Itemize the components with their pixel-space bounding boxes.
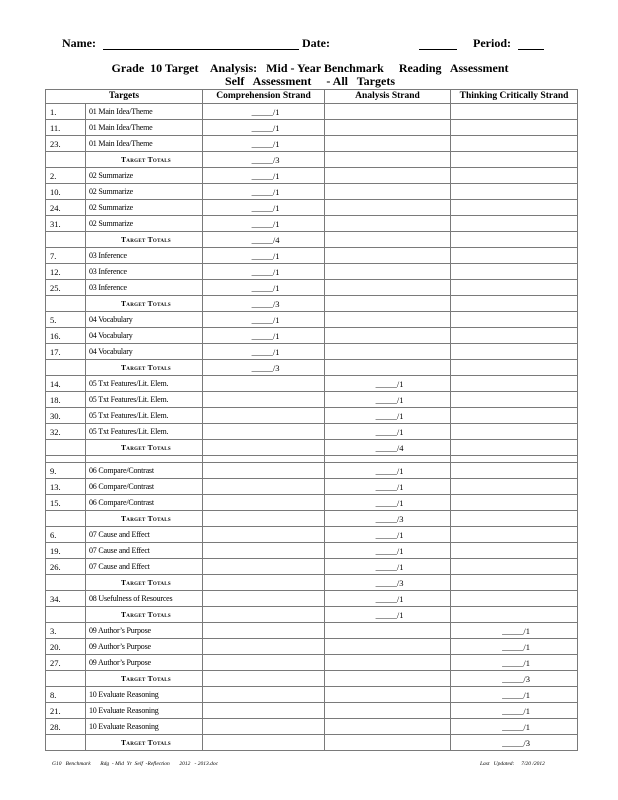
comprehension-score-blank[interactable]: _____/1: [203, 264, 325, 280]
analysis-score-blank[interactable]: _____/1: [325, 463, 451, 479]
target-name: 01 Main Idea/Theme: [86, 104, 203, 120]
question-number: [46, 296, 86, 312]
target-totals-label: Target Totals: [86, 152, 203, 168]
page-title: Grade 10 Target Analysis: Mid - Year Benchmark Reading Assessment: [111, 61, 509, 75]
analysis-score-blank[interactable]: _____/1: [325, 495, 451, 511]
table-row: [46, 655, 578, 671]
table-row: [46, 216, 578, 232]
thinking-empty-cell: [451, 408, 578, 424]
question-number: [46, 232, 86, 248]
name-label: Name:: [62, 36, 96, 50]
target-totals-label: Target Totals: [86, 607, 203, 623]
thinking-empty-cell: [451, 511, 578, 527]
table-row: [46, 264, 578, 280]
period-field[interactable]: [518, 49, 544, 50]
target-name: 09 Author’s Purpose: [86, 655, 203, 671]
thinking-empty-cell: [451, 184, 578, 200]
analysis-empty-cell: [325, 264, 451, 280]
comprehension-score-blank[interactable]: _____/1: [203, 280, 325, 296]
question-number: 11.: [46, 120, 86, 136]
comprehension-empty-cell: [203, 479, 325, 495]
spacer-cell: [46, 456, 86, 463]
table-row: [46, 463, 578, 479]
question-number: [46, 671, 86, 687]
thinking-empty-cell: [451, 104, 578, 120]
target-name: 03 Inference: [86, 264, 203, 280]
table-row: [46, 392, 578, 408]
comprehension-empty-cell: [203, 543, 325, 559]
thinking-empty-cell: [451, 120, 578, 136]
date-label: Date:: [302, 36, 330, 50]
target-name: 05 Txt Features/Lit. Elem.: [86, 424, 203, 440]
table-header-row: [46, 90, 578, 104]
thinking-empty-cell: [451, 360, 578, 376]
analysis-score-blank[interactable]: _____/1: [325, 392, 451, 408]
target-name: 04 Vocabulary: [86, 344, 203, 360]
analysis-empty-cell: [325, 360, 451, 376]
comprehension-score-blank[interactable]: _____/1: [203, 184, 325, 200]
question-number: 15.: [46, 495, 86, 511]
target-name: 06 Compare/Contrast: [86, 479, 203, 495]
table-row: [46, 687, 578, 703]
target-totals-row: [46, 360, 578, 376]
analysis-empty-cell: [325, 655, 451, 671]
thinking-empty-cell: [451, 232, 578, 248]
comprehension-score-blank[interactable]: _____/1: [203, 200, 325, 216]
question-number: [46, 511, 86, 527]
comprehension-score-blank[interactable]: _____/1: [203, 216, 325, 232]
thinking-empty-cell: [451, 152, 578, 168]
table-row: [46, 527, 578, 543]
thinking-empty-cell: [451, 591, 578, 607]
question-number: 12.: [46, 264, 86, 280]
thinking-empty-cell: [451, 200, 578, 216]
target-name: 06 Compare/Contrast: [86, 495, 203, 511]
target-totals-row: [46, 440, 578, 456]
thinking-score-blank[interactable]: _____/3: [451, 671, 578, 687]
table-row: [46, 344, 578, 360]
analysis-score-blank[interactable]: _____/1: [325, 559, 451, 575]
comprehension-score-blank[interactable]: _____/3: [203, 360, 325, 376]
analysis-empty-cell: [325, 735, 451, 751]
target-totals-row: [46, 575, 578, 591]
analysis-score-blank[interactable]: _____/1: [325, 479, 451, 495]
question-number: 2.: [46, 168, 86, 184]
comprehension-empty-cell: [203, 703, 325, 719]
table-row: [46, 479, 578, 495]
target-name: 02 Summarize: [86, 200, 203, 216]
analysis-empty-cell: [325, 232, 451, 248]
table-row: [46, 639, 578, 655]
target-name: 07 Cause and Effect: [86, 527, 203, 543]
comprehension-empty-cell: [203, 591, 325, 607]
comprehension-score-blank[interactable]: _____/1: [203, 120, 325, 136]
target-analysis-table: [45, 89, 578, 751]
target-totals-row: [46, 232, 578, 248]
target-name: 03 Inference: [86, 280, 203, 296]
analysis-empty-cell: [325, 639, 451, 655]
table-row: [46, 328, 578, 344]
comprehension-empty-cell: [203, 495, 325, 511]
comprehension-empty-cell: [203, 687, 325, 703]
question-number: 27.: [46, 655, 86, 671]
target-totals-row: [46, 296, 578, 312]
thinking-empty-cell: [451, 376, 578, 392]
analysis-empty-cell: [325, 120, 451, 136]
analysis-empty-cell: [325, 216, 451, 232]
target-name: 02 Summarize: [86, 168, 203, 184]
comprehension-score-blank[interactable]: _____/1: [203, 328, 325, 344]
targets-column-header: Targets: [46, 90, 203, 104]
question-number: 18.: [46, 392, 86, 408]
table-row: [46, 408, 578, 424]
target-name: 01 Main Idea/Theme: [86, 120, 203, 136]
spacer-cell: [451, 456, 578, 463]
thinking-empty-cell: [451, 424, 578, 440]
analysis-score-blank[interactable]: _____/1: [325, 408, 451, 424]
comprehension-empty-cell: [203, 463, 325, 479]
thinking-score-blank[interactable]: _____/1: [451, 719, 578, 735]
question-number: 23.: [46, 136, 86, 152]
question-number: 5.: [46, 312, 86, 328]
question-number: 24.: [46, 200, 86, 216]
comprehension-empty-cell: [203, 392, 325, 408]
table-row: [46, 168, 578, 184]
analysis-score-blank[interactable]: _____/4: [325, 440, 451, 456]
target-totals-row: [46, 735, 578, 751]
analysis-empty-cell: [325, 687, 451, 703]
question-number: 8.: [46, 687, 86, 703]
table-row: [46, 424, 578, 440]
target-name: 02 Summarize: [86, 184, 203, 200]
thinking-empty-cell: [451, 136, 578, 152]
analysis-empty-cell: [325, 296, 451, 312]
comprehension-empty-cell: [203, 623, 325, 639]
comprehension-empty-cell: [203, 440, 325, 456]
target-name: 07 Cause and Effect: [86, 543, 203, 559]
footer-left: G10 Benchmark Rdg - Mid Yr Self -Reflection 2012 - 2013.doc: [52, 761, 219, 767]
thinking-empty-cell: [451, 559, 578, 575]
table-row: [46, 104, 578, 120]
comprehension-empty-cell: [203, 735, 325, 751]
question-number: 32.: [46, 424, 86, 440]
analysis-score-blank[interactable]: _____/1: [325, 543, 451, 559]
thinking-empty-cell: [451, 216, 578, 232]
period-label: Period:: [473, 36, 511, 50]
table-row: [46, 184, 578, 200]
comprehension-empty-cell: [203, 408, 325, 424]
thinking-score-blank[interactable]: _____/1: [451, 639, 578, 655]
table-row: [46, 559, 578, 575]
analysis-empty-cell: [325, 152, 451, 168]
footer-right: Last Updated: 7/20 /2012: [480, 761, 545, 767]
thinking-empty-cell: [451, 495, 578, 511]
table-row: [46, 280, 578, 296]
target-name: 05 Txt Features/Lit. Elem.: [86, 376, 203, 392]
question-number: 10.: [46, 184, 86, 200]
analysis-empty-cell: [325, 344, 451, 360]
thinking-score-blank[interactable]: _____/3: [451, 735, 578, 751]
spacer-row: [46, 456, 578, 463]
comprehension-empty-cell: [203, 671, 325, 687]
analysis-score-blank[interactable]: _____/1: [325, 591, 451, 607]
analysis-empty-cell: [325, 184, 451, 200]
thinking-empty-cell: [451, 392, 578, 408]
table-row: [46, 543, 578, 559]
comprehension-score-blank[interactable]: _____/1: [203, 136, 325, 152]
analysis-score-blank[interactable]: _____/1: [325, 607, 451, 623]
table-row: [46, 495, 578, 511]
table-row: [46, 200, 578, 216]
spacer-cell: [325, 456, 451, 463]
table-row: [46, 591, 578, 607]
thinking-empty-cell: [451, 607, 578, 623]
question-number: [46, 575, 86, 591]
analysis-score-blank[interactable]: _____/1: [325, 527, 451, 543]
thinking-empty-cell: [451, 440, 578, 456]
comprehension-empty-cell: [203, 655, 325, 671]
question-number: 30.: [46, 408, 86, 424]
target-name: 07 Cause and Effect: [86, 559, 203, 575]
target-name: 03 Inference: [86, 248, 203, 264]
thinking-score-blank[interactable]: _____/1: [451, 655, 578, 671]
target-name: 05 Txt Features/Lit. Elem.: [86, 392, 203, 408]
spacer-cell: [203, 456, 325, 463]
analysis-empty-cell: [325, 312, 451, 328]
question-number: [46, 360, 86, 376]
target-totals-label: Target Totals: [86, 511, 203, 527]
target-totals-label: Target Totals: [86, 296, 203, 312]
thinking-empty-cell: [451, 312, 578, 328]
analysis-score-blank[interactable]: _____/3: [325, 511, 451, 527]
question-number: [46, 440, 86, 456]
thinking-score-blank[interactable]: _____/1: [451, 687, 578, 703]
target-totals-row: [46, 152, 578, 168]
analysis-empty-cell: [325, 200, 451, 216]
comprehension-score-blank[interactable]: _____/3: [203, 152, 325, 168]
question-number: [46, 607, 86, 623]
analysis-score-blank[interactable]: _____/1: [325, 424, 451, 440]
target-name: 08 Usefulness of Resources: [86, 591, 203, 607]
comprehension-column-header: Comprehension Strand: [203, 90, 325, 104]
table-row: [46, 136, 578, 152]
table-row: [46, 719, 578, 735]
target-totals-label: Target Totals: [86, 360, 203, 376]
thinking-score-blank[interactable]: _____/1: [451, 703, 578, 719]
table-row: [46, 623, 578, 639]
table-body: [46, 104, 578, 751]
target-name: 06 Compare/Contrast: [86, 463, 203, 479]
date-field[interactable]: [419, 49, 457, 50]
analysis-empty-cell: [325, 280, 451, 296]
analysis-score-blank[interactable]: _____/1: [325, 376, 451, 392]
target-name: 09 Author’s Purpose: [86, 639, 203, 655]
analysis-empty-cell: [325, 703, 451, 719]
comprehension-score-blank[interactable]: _____/1: [203, 312, 325, 328]
thinking-empty-cell: [451, 280, 578, 296]
target-totals-label: Target Totals: [86, 232, 203, 248]
question-number: 7.: [46, 248, 86, 264]
question-number: 6.: [46, 527, 86, 543]
thinking-empty-cell: [451, 344, 578, 360]
question-number: 20.: [46, 639, 86, 655]
thinking-empty-cell: [451, 168, 578, 184]
thinking-empty-cell: [451, 543, 578, 559]
comprehension-score-blank[interactable]: _____/4: [203, 232, 325, 248]
question-number: 1.: [46, 104, 86, 120]
spacer-cell: [86, 456, 203, 463]
question-number: 14.: [46, 376, 86, 392]
table-row: [46, 376, 578, 392]
table-row: [46, 120, 578, 136]
analysis-empty-cell: [325, 719, 451, 735]
target-name: 05 Txt Features/Lit. Elem.: [86, 408, 203, 424]
comprehension-empty-cell: [203, 424, 325, 440]
comprehension-score-blank[interactable]: _____/1: [203, 344, 325, 360]
thinking-empty-cell: [451, 463, 578, 479]
comprehension-score-blank[interactable]: _____/1: [203, 104, 325, 120]
question-number: 28.: [46, 719, 86, 735]
question-number: 19.: [46, 543, 86, 559]
analysis-empty-cell: [325, 248, 451, 264]
name-field[interactable]: [103, 49, 299, 50]
target-name: 10 Evaluate Reasoning: [86, 703, 203, 719]
comprehension-empty-cell: [203, 511, 325, 527]
question-number: 9.: [46, 463, 86, 479]
table-row: [46, 703, 578, 719]
target-name: 09 Author’s Purpose: [86, 623, 203, 639]
analysis-empty-cell: [325, 671, 451, 687]
thinking-empty-cell: [451, 328, 578, 344]
target-name: 04 Vocabulary: [86, 312, 203, 328]
comprehension-empty-cell: [203, 719, 325, 735]
table-row: [46, 248, 578, 264]
target-name: 10 Evaluate Reasoning: [86, 687, 203, 703]
analysis-empty-cell: [325, 328, 451, 344]
comprehension-empty-cell: [203, 376, 325, 392]
question-number: 21.: [46, 703, 86, 719]
comprehension-empty-cell: [203, 575, 325, 591]
target-name: 04 Vocabulary: [86, 328, 203, 344]
target-name: 01 Main Idea/Theme: [86, 136, 203, 152]
question-number: 16.: [46, 328, 86, 344]
comprehension-score-blank[interactable]: _____/1: [203, 168, 325, 184]
target-totals-label: Target Totals: [86, 440, 203, 456]
question-number: 26.: [46, 559, 86, 575]
thinking-empty-cell: [451, 527, 578, 543]
comprehension-empty-cell: [203, 639, 325, 655]
comprehension-score-blank[interactable]: _____/3: [203, 296, 325, 312]
comprehension-empty-cell: [203, 527, 325, 543]
page-subtitle: Self Assessment - All Targets: [224, 74, 395, 88]
target-name: 10 Evaluate Reasoning: [86, 719, 203, 735]
question-number: 17.: [46, 344, 86, 360]
thinking-empty-cell: [451, 296, 578, 312]
target-totals-label: Target Totals: [86, 735, 203, 751]
question-number: [46, 735, 86, 751]
thinking-column-header: Thinking Critically Strand: [451, 90, 578, 104]
target-totals-row: [46, 671, 578, 687]
analysis-empty-cell: [325, 623, 451, 639]
analysis-empty-cell: [325, 168, 451, 184]
analysis-empty-cell: [325, 136, 451, 152]
analysis-score-blank[interactable]: _____/3: [325, 575, 451, 591]
target-totals-label: Target Totals: [86, 575, 203, 591]
thinking-empty-cell: [451, 248, 578, 264]
question-number: 3.: [46, 623, 86, 639]
comprehension-empty-cell: [203, 559, 325, 575]
analysis-empty-cell: [325, 104, 451, 120]
table-row: [46, 312, 578, 328]
comprehension-score-blank[interactable]: _____/1: [203, 248, 325, 264]
question-number: 13.: [46, 479, 86, 495]
comprehension-empty-cell: [203, 607, 325, 623]
thinking-empty-cell: [451, 264, 578, 280]
question-number: 31.: [46, 216, 86, 232]
question-number: [46, 152, 86, 168]
target-name: 02 Summarize: [86, 216, 203, 232]
thinking-empty-cell: [451, 575, 578, 591]
thinking-score-blank[interactable]: _____/1: [451, 623, 578, 639]
analysis-column-header: Analysis Strand: [325, 90, 451, 104]
target-totals-row: [46, 607, 578, 623]
thinking-empty-cell: [451, 479, 578, 495]
question-number: 25.: [46, 280, 86, 296]
question-number: 34.: [46, 591, 86, 607]
target-totals-label: Target Totals: [86, 671, 203, 687]
target-totals-row: [46, 511, 578, 527]
